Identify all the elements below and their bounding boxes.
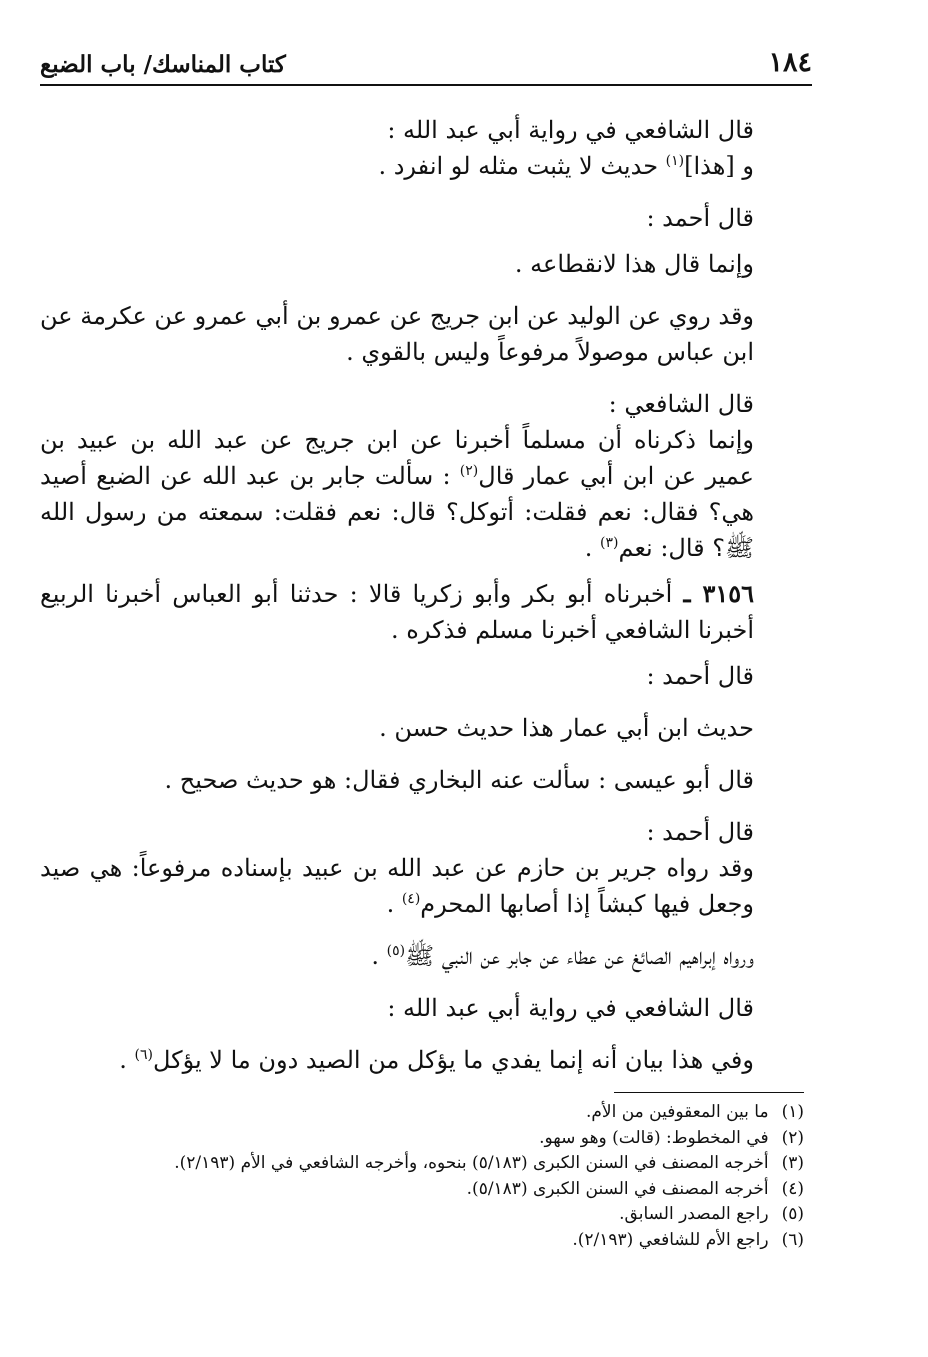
footnote-marker: (١) (781, 1102, 804, 1122)
paragraph (40, 990, 806, 1026)
paragraph-text: وقد رواه جرير بن حازم عن عبد الله بن عبيد بإسناده مرفوعاً: هي صيد وجعل فيها كبشاً إذا أصابها المحرم (40, 854, 754, 918)
paragraph-text: حديث ابن أبي عمار هذا حديث حسن . (379, 714, 754, 742)
paragraph (40, 148, 806, 184)
paragraph (40, 710, 806, 746)
footnote-marker: (٤) (781, 1178, 804, 1199)
paragraph (40, 658, 806, 694)
footnote-marker: (٣) (781, 1153, 804, 1173)
footnote (124, 1126, 804, 1152)
footnote-marker: (٢) (781, 1127, 804, 1148)
footnote-reference: (٤) (401, 891, 421, 907)
body-text (40, 112, 806, 1078)
paragraph (40, 762, 806, 798)
paragraph-text: . (584, 534, 600, 562)
footnote-reference: (٣) (600, 535, 619, 551)
paragraph-text: ورواه إبراهيم الصائغ عن عطاء عن جابر عن النبي ﷺ (405, 942, 754, 970)
paragraph-text: : سألت جابر بن عبد الله عن الضبع أصيد هي؟ فقال: نعم فقلت: أتوكل؟ قال: نعم فقلت: سمعته من رسول الله ﷺ؟ قال: نعم (40, 462, 754, 562)
footnote-reference: (١) (665, 153, 685, 169)
paragraph (40, 938, 806, 974)
footnote (124, 1177, 804, 1203)
paragraph-text: . (371, 942, 387, 970)
running-title: كتاب المناسك/ باب الضبع (40, 51, 286, 78)
paragraph-text: وإنما قال هذا لانقطاعه . (514, 250, 754, 278)
paragraph (40, 112, 806, 148)
paragraph-text: و [هذا] (684, 152, 754, 180)
footnote-reference: (٥) (386, 943, 406, 959)
paragraph-text: قال الشافعي في رواية أبي عبد الله : (387, 994, 754, 1022)
hadith-number: ٣١٥٦ ـ (683, 579, 754, 608)
paragraph (40, 576, 806, 648)
paragraph (40, 298, 806, 370)
paragraph-text: . (119, 1046, 135, 1074)
paragraph (40, 850, 806, 922)
footnote-text: أخرجه المصنف في السنن الكبرى (٥/١٨٣) بنحوه، وأخرجه الشافعي في الأم (٢/١٩٣). (174, 1153, 769, 1173)
paragraph-text: قال أحمد : (646, 662, 754, 690)
footnote-text: في المخطوط: (قالت) وهو سهو. (539, 1127, 769, 1148)
paragraph (40, 1042, 806, 1078)
paragraph-text: وفي هذا بيان أنه إنما يفدي ما يؤكل من الصيد دون ما لا يؤكل (152, 1046, 754, 1074)
paragraph-text: حديث لا يثبت مثله لو انفرد . (378, 152, 666, 180)
footnote (124, 1100, 804, 1126)
footnote-reference: (٦) (134, 1047, 153, 1063)
footnotes (124, 1100, 804, 1253)
footnote-marker: (٥) (781, 1204, 804, 1224)
paragraph-text: . (386, 890, 402, 918)
paragraph (40, 386, 806, 422)
footnote-divider (614, 1092, 804, 1093)
page-number: ١٨٤ (768, 47, 812, 78)
footnote-reference: (٢) (459, 463, 479, 479)
footnote-text: راجع المصدر السابق. (619, 1204, 769, 1224)
paragraph (40, 422, 806, 566)
paragraph (40, 246, 806, 282)
footnote (124, 1202, 804, 1228)
paragraph-text: وقد روي عن الوليد عن ابن جريج عن عمرو بن أبي عمرو عن عكرمة عن ابن عباس موصولاً مرفوعاً وليس بالقوي . (40, 302, 754, 366)
footnote-text: أخرجه المصنف في السنن الكبرى (٥/١٨٣). (466, 1178, 769, 1199)
paragraph-text: قال الشافعي في رواية أبي عبد الله : (387, 116, 754, 144)
paragraph-text: وإنما ذكرناه أن مسلماً أخبرنا عن ابن جريج عن عبد الله بن عبيد بن عمير عن ابن أبي عمار قال (40, 426, 754, 490)
footnote-text: ما بين المعقوفين من الأم. (585, 1102, 769, 1122)
paragraph-text: قال الشافعي : (608, 390, 754, 418)
paragraph-text: قال أحمد : (646, 818, 754, 846)
footnote (124, 1151, 804, 1177)
paragraph-text: قال أبو عيسى : سألت عنه البخاري فقال: هو حديث صحيح . (164, 766, 754, 794)
page-header (40, 38, 812, 86)
footnote-text: راجع الأم للشافعي (٢/١٩٣). (572, 1229, 769, 1250)
paragraph-text: قال أحمد : (646, 204, 754, 232)
footnote-marker: (٦) (781, 1229, 804, 1250)
paragraph-text: أخبرناه أبو بكر وأبو زكريا قالا : حدثنا أبو العباس أخبرنا الربيع أخبرنا الشافعي أخبرنا مسلم فذكره . (40, 580, 754, 644)
paragraph (40, 814, 806, 850)
paragraph (40, 200, 806, 236)
footnote (124, 1228, 804, 1254)
